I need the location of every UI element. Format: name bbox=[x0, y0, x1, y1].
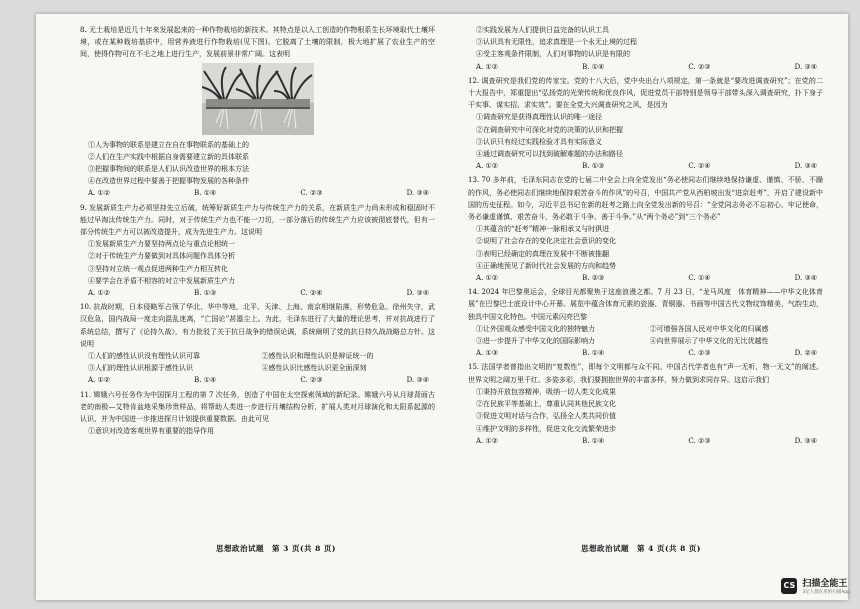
question-11 bbox=[80, 389, 435, 438]
option-4: ④感性认识比感性认识更全面深刻 bbox=[261, 364, 367, 373]
exam-sheet bbox=[36, 14, 848, 600]
answer-d: D. ③④ bbox=[406, 289, 429, 298]
answer-a: A. ①② bbox=[88, 289, 111, 298]
answer-b: B. ①④ bbox=[582, 349, 605, 358]
question-8 bbox=[80, 24, 435, 200]
page-4-column bbox=[468, 24, 823, 449]
option-3: ③把握事物间的联系是人们认识改造世界的根本方法 bbox=[88, 165, 249, 174]
option-3: ③促进文明对话与合作，弘扬全人类共同价值 bbox=[476, 412, 616, 421]
scanner-watermark bbox=[781, 576, 850, 595]
option-3: ③认识只有经过实践检验才具有实际意义 bbox=[476, 137, 602, 146]
answer-c: C. ②③ bbox=[688, 62, 711, 71]
answer-b: B. ①④ bbox=[582, 436, 605, 445]
option-1: ①让外国观众感受中国文化的独特魅力 bbox=[476, 324, 595, 333]
answer-c: C. ②④ bbox=[300, 289, 323, 298]
answer-a: A. ①② bbox=[476, 274, 499, 283]
answer-d: D. ②④ bbox=[794, 349, 817, 358]
answer-choices bbox=[468, 347, 823, 359]
question-stem: 10. 抗战时期，日本侵略军占领了华北、华中等地，北平、天津、上海、南京相继陷落，形势危急。徐州失守，武汉危急，国内战局一度走向混乱迷离，“亡国论”甚嚣尘上。为此，毛泽东进行了大量的理论思考，并对抗战进行了系统总结，撰写了《论持久战》，有力批驳了关于抗日战争的错误论调，系统阐明了党的抗日持久战战略总方针。这说明 bbox=[80, 303, 435, 348]
answer-a: A. ①② bbox=[476, 62, 499, 71]
answer-a: A. ①② bbox=[88, 189, 111, 198]
option-3: ③人们的理性认识根源于感性认识 bbox=[88, 364, 193, 373]
camscanner-logo-icon: CS bbox=[781, 578, 797, 594]
option-row bbox=[80, 362, 435, 374]
answer-d: D. ③④ bbox=[406, 376, 429, 385]
answer-choices bbox=[80, 374, 435, 386]
answer-b: B. ①③ bbox=[194, 289, 217, 298]
question-13 bbox=[468, 174, 823, 284]
page-3-column bbox=[80, 24, 435, 439]
answer-choices bbox=[468, 272, 823, 284]
answer-b: B. ②③ bbox=[582, 274, 605, 283]
option-4: ④向世界展示了中华文化的无比优越性 bbox=[649, 337, 769, 346]
option-1: ①人们的感性认识没有理性认识可靠 bbox=[88, 352, 200, 361]
answer-c: C. ①④ bbox=[688, 274, 711, 283]
answer-a: A. ①② bbox=[88, 376, 111, 385]
question-stem: 12. 调查研究是我们党的传家宝。党的十八大后，党中央出台八项规定，第一条就是“要改进调查研究”；在党的二十大报告中，郑重提出“弘扬党的光荣传统和优良作风，促进党员干部特别是领导干部带头深入调查研究，扑下身子干实事、谋实招、求实效”。要在全党大兴调查研究之风，是因为 bbox=[468, 76, 823, 110]
option-2: ②感性认识和理性认识是辩证统一的 bbox=[261, 352, 374, 361]
page-footer-right: 思想政治试题 第 4 页(共 8 页) bbox=[581, 544, 701, 553]
option-1: ①发展新质生产力要坚持两点论与重点论相统一 bbox=[88, 240, 235, 249]
answer-c: C. ②③ bbox=[688, 436, 711, 445]
question-stem: 8. 无土栽培是近几十年来发展起来的一种作物栽培的新技术。其特点是以人工创造的作物根系生长环境取代土壤环境，或在某种栽培基质中，用营养液进行作物栽培(见下图)。它脱离了土壤的限制，极大地扩展了农业生产的空间，使得作物可在不毛之地上进行生产，发展前景非常广阔。这表明 bbox=[80, 26, 435, 59]
answer-c: C. ②③ bbox=[300, 189, 323, 198]
answer-choices bbox=[80, 287, 435, 299]
answer-b: B. ①④ bbox=[194, 376, 217, 385]
answer-a: A. ①② bbox=[476, 162, 499, 171]
answer-b: B. ①④ bbox=[582, 62, 605, 71]
option-3: ③表明已经确定的真理在发展中不断被推翻 bbox=[476, 249, 609, 258]
question-stem: 14. 2024 年巴黎奥运会，全球目光都聚焦于这座浪漫之都。7 月 23 日，“龙马风度 体育精神——中华文化体育展”在巴黎巴士底设计中心开幕。展览中蕴含体育元素的瓷器、青铜器、书画等中国古代文物纹饰精美、气韵生动，独具中国文化特色。中国元素闪亮巴黎 bbox=[468, 288, 823, 321]
answer-c: C. ②③ bbox=[688, 349, 711, 358]
answer-b: B. ①④ bbox=[194, 189, 217, 198]
answer-choices bbox=[468, 61, 823, 73]
option-4: ④要学会在矛盾不相容的对立中发展新质生产力 bbox=[88, 276, 235, 285]
question-10 bbox=[80, 301, 435, 386]
hydroponic-cultivation-photo bbox=[202, 63, 314, 135]
option-3: ③认识具有无限性，追求真理是一个永无止境的过程 bbox=[476, 38, 637, 47]
option-1: ①调查研究是获得真理性认识的唯一途径 bbox=[476, 113, 602, 122]
option-4: ④通过调查研究可以找到破解难题的办法和路径 bbox=[476, 150, 623, 159]
option-2: ②在调查研究中可深化对党的决策的认识和把握 bbox=[476, 125, 623, 134]
page-footer-left: 思想政治试题 第 3 页(共 8 页) bbox=[216, 544, 336, 553]
answer-b: B. ①③ bbox=[582, 162, 605, 171]
option-2: ②说明了社会存在的变化决定社会意识的变化 bbox=[476, 237, 616, 246]
answer-choices bbox=[468, 160, 823, 172]
option-2: ②可增强各国人民对中华文化的归属感 bbox=[649, 324, 769, 333]
option-3: ③进一步提升了中华文化的国际影响力 bbox=[476, 337, 595, 346]
answer-a: A. ①② bbox=[476, 436, 499, 445]
question-9 bbox=[80, 202, 435, 300]
answer-d: D. ③④ bbox=[406, 189, 429, 198]
answer-d: D. ③④ bbox=[794, 274, 817, 283]
option-2: ②对于传统生产力要做到对具体问题作具体分析 bbox=[88, 252, 235, 261]
option-1: ①意识对改造客观世界有重要的指导作用 bbox=[88, 427, 214, 436]
answer-d: D. ③④ bbox=[794, 162, 817, 171]
option-1: ①秉持开放包容精神，吸纳一切人类文化成果 bbox=[476, 387, 616, 396]
watermark-tagline: 3亿人都在用的扫描App bbox=[802, 590, 850, 595]
question-15 bbox=[468, 361, 823, 446]
option-3: ③坚持对立统一观点促进两种生产力相互转化 bbox=[88, 264, 228, 273]
option-4: ④正确地预见了新时代社会发展的方向和趋势 bbox=[476, 261, 616, 270]
answer-choices bbox=[80, 187, 435, 199]
option-4: ④受主客观条件限制，人们对事物的认识是有限的 bbox=[476, 50, 630, 59]
answer-choices bbox=[468, 435, 823, 447]
question-stem: 9. 发展新质生产力必须坚持先立后破，统筹好新质生产力与传统生产力的关系，在新质生产力尚未形成和稳固时不能过早淘汰传统生产力。同时，对于传统生产力也不能一刀切，一部分落后的传统生产力应该被彻底替代，但有一部分传统生产力可以被改造提升，成为先进生产力。这说明 bbox=[80, 203, 435, 237]
question-stem: 11. 嫦娥六号任务作为中国探月工程的第 7 次任务，创造了中国在太空探索领域的新纪录。嫦娥六号从月球背面古老的南极—艾特肯盆地采集珍贵样品，将帮助人类进一步进行月壤结构分析，扩展人类对月球演化和太阳系起源的认识，并为中国进一步推进探月计划提供重要数据。由此可见 bbox=[80, 390, 435, 424]
question-11-continued bbox=[468, 24, 823, 73]
answer-c: C. ②③ bbox=[300, 376, 323, 385]
answer-d: D. ③④ bbox=[794, 62, 817, 71]
option-1: ①其蕴含的“赶考”精神一脉相承又与时俱进 bbox=[476, 225, 610, 234]
option-1: ①人为事物的联系是建立在自在事物联系的基础上的 bbox=[88, 140, 249, 149]
option-4: ④维护文明的多样性，促进文化交流繁荣进步 bbox=[476, 424, 616, 433]
answer-a: A. ①③ bbox=[476, 349, 499, 358]
question-12 bbox=[468, 75, 823, 173]
question-14 bbox=[468, 286, 823, 359]
question-stem: 15. 法国学者曾指出文明的“复数性”，即每个文明都与众不同。中国古代学者也有“声一无听，物一无文”的阐述。世界文明之阔万里千红、多姿多彩，我们要拥抱世界的丰富多样，努力做到求同存异。这启示我们 bbox=[468, 363, 823, 384]
option-2: ②实践发展为人们提供日益完备的认识工具 bbox=[476, 26, 609, 34]
watermark-text bbox=[802, 576, 850, 595]
answer-d: D. ③④ bbox=[794, 436, 817, 445]
option-2: ②人们在生产实践中根据自身需要建立新的具体联系 bbox=[88, 152, 249, 161]
answer-c: C. ②④ bbox=[688, 162, 711, 171]
option-row bbox=[468, 323, 823, 335]
question-stem: 13. 70 多年前，毛泽东同志在党的七届二中全会上向全党发出“务必使同志们继续地保持谦虚、谨慎、不骄、不躁的作风，务必使同志们继续地保持艰苦奋斗的作风”的号召，中国共产党从西柏坡出发“进京赶考”，开启了建设新中国的历史征程。如今，习近平总书记在新的赶考之路上向全党发出新的号召：“全党同志务必不忘初心、牢记使命，务必谦虚谨慎、艰苦奋斗，务必敢于斗争、善于斗争。”从“两个务必”到“三个务必” bbox=[468, 176, 823, 222]
option-4: ④在改造世界过程中要善于把握事物发展的各种条件 bbox=[88, 177, 249, 186]
option-row bbox=[468, 335, 823, 347]
option-2: ②在民族平等基础上，尊重认同其他民族文化 bbox=[476, 400, 616, 409]
watermark-app-name: 扫描全能王 bbox=[802, 579, 848, 589]
option-row bbox=[80, 350, 435, 362]
